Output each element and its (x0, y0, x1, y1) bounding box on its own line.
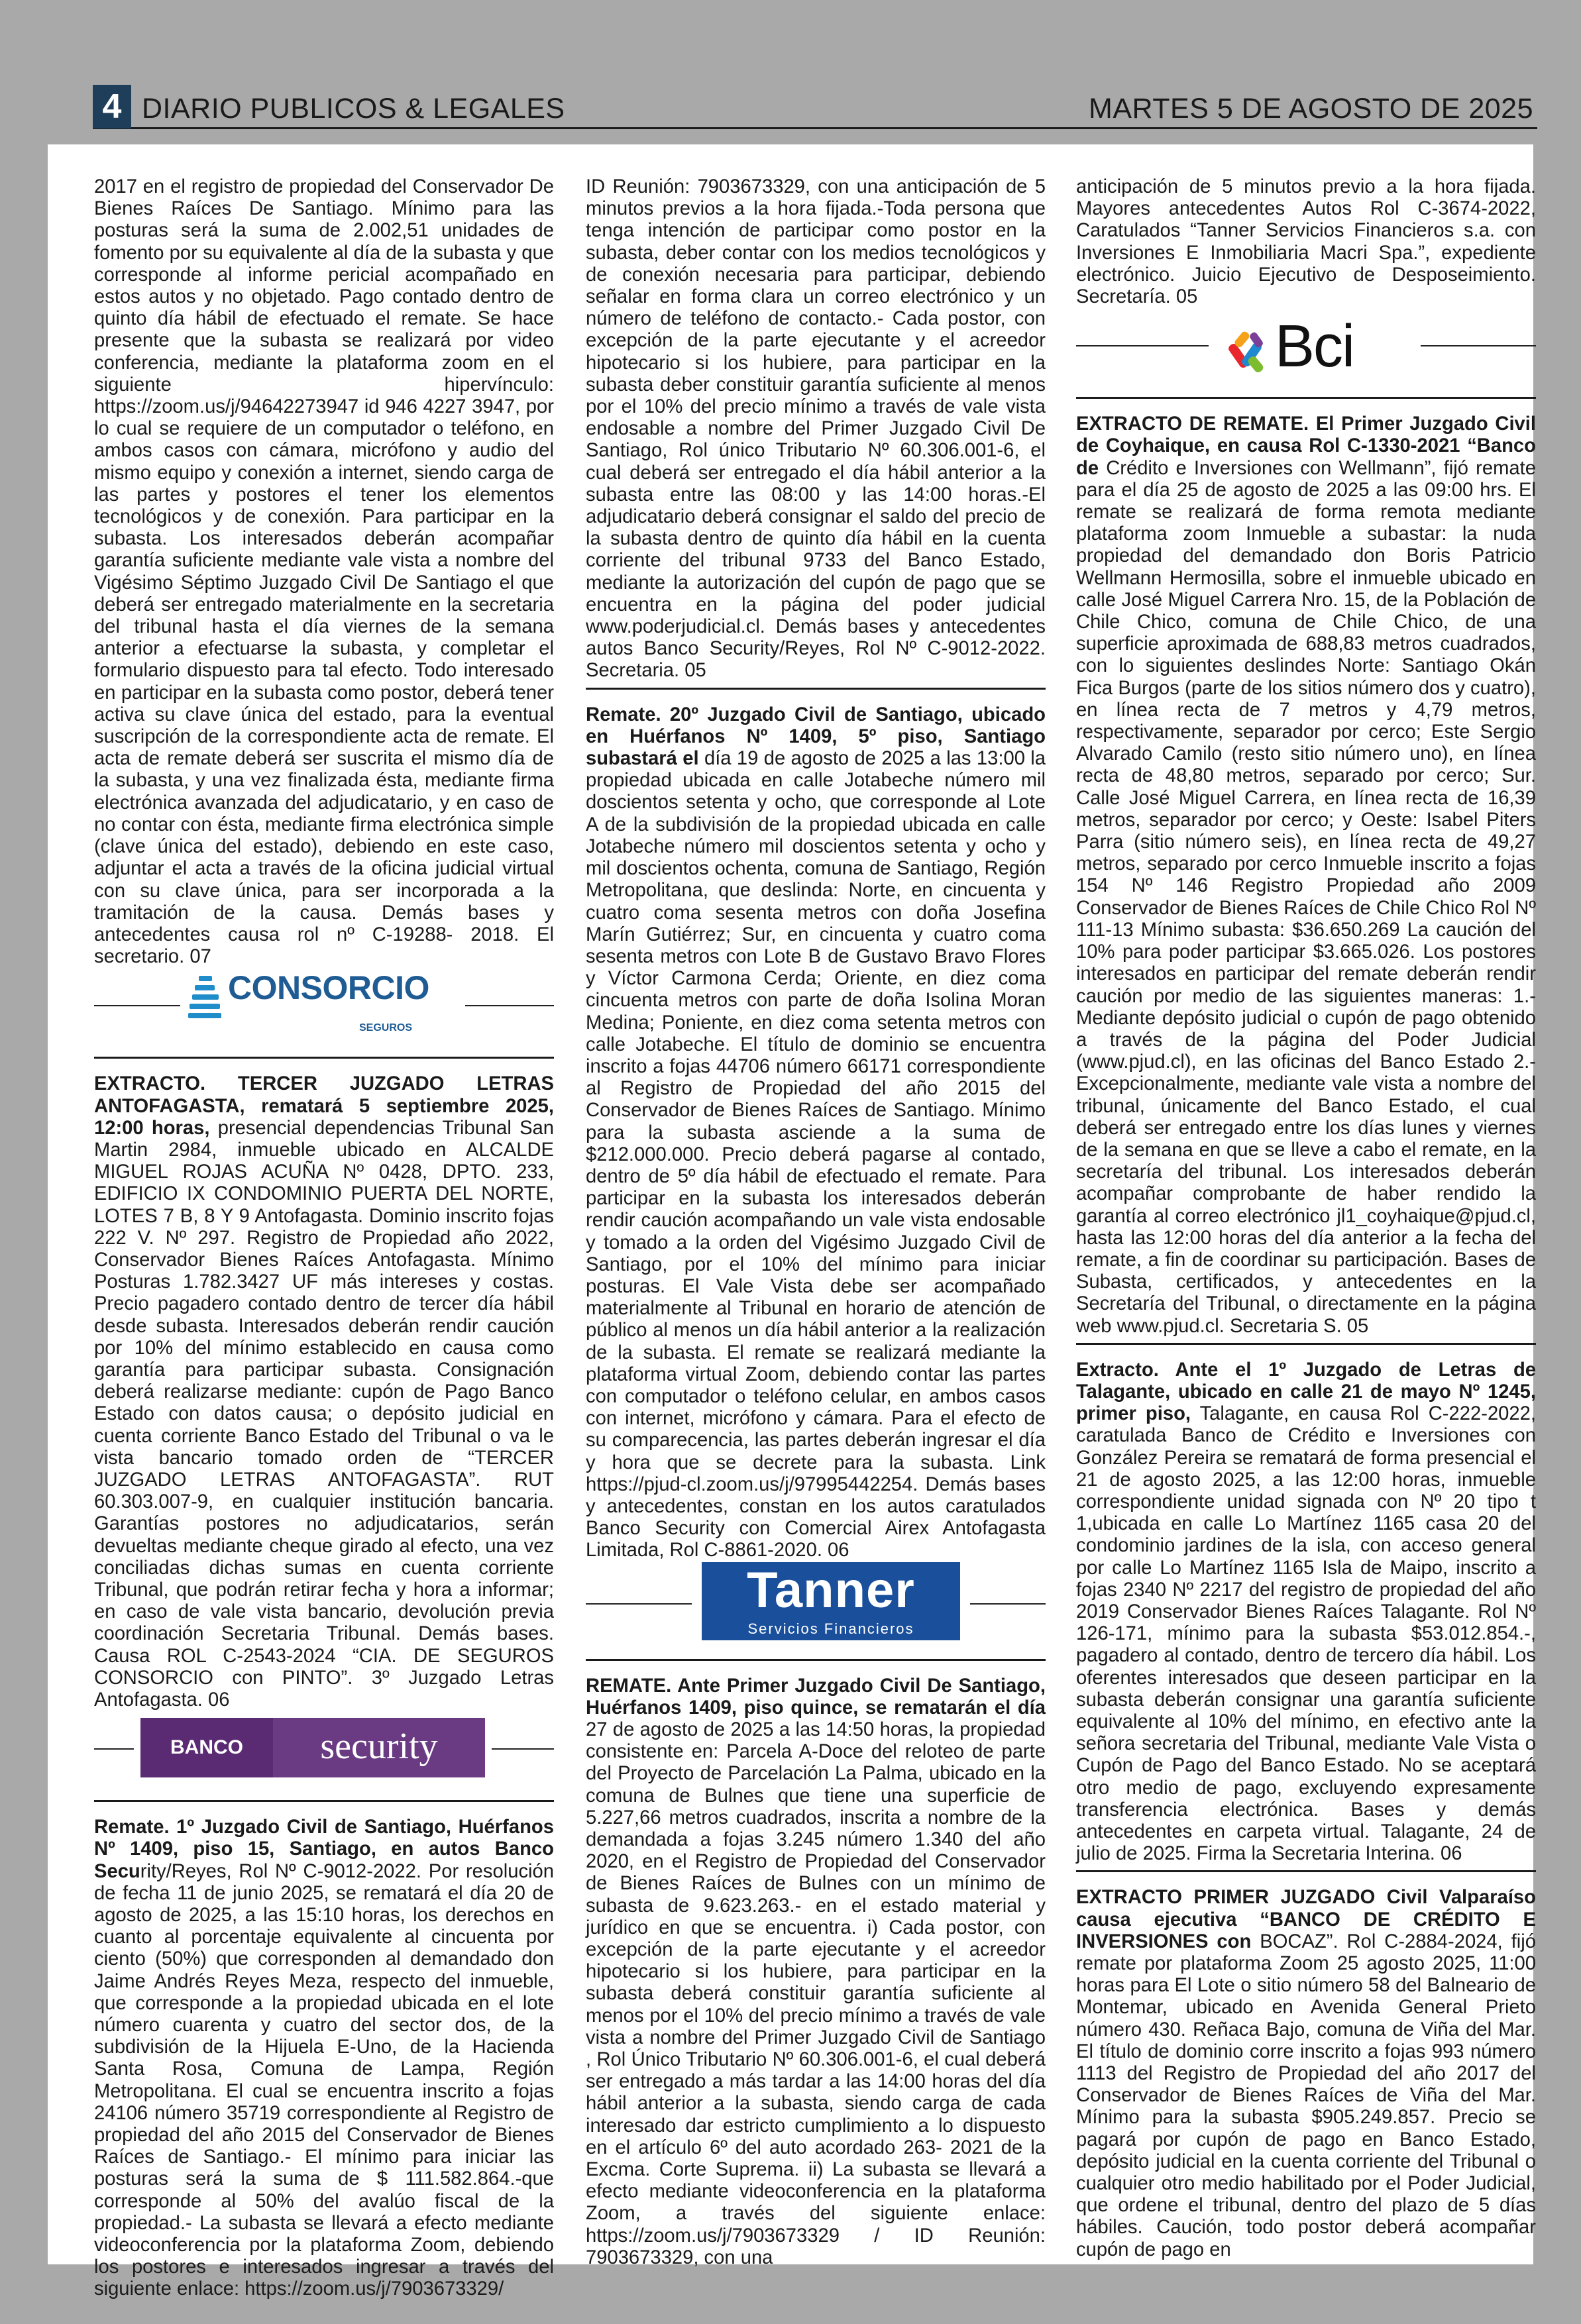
column-1 (94, 176, 554, 2300)
page-number: 4 (93, 85, 131, 129)
column-2 (586, 176, 1046, 2268)
consorcio-logo (188, 969, 453, 1035)
notice-body: Crédito e Inversiones con Wellmann”, fijó remate para el día 25 de agosto de 2025 a las 09:00 hrs. El remate se realizará de forma remota mediante plataforma zoom Inmueble a subastar: la nuda propiedad del demandado don Boris Patricio Wellmann Hermosilla, sobre el inmueble ubicado en calle José Miguel Carrera Nro. 15, de la Población de Chile Chico, comuna de Chile Chico, de una superficie aproximada de 688,83 metros cuadrados, con lo siguientes deslindes Norte: Santiago Okán Fica Burgos (parte de los sitios número dos y cuatro), en línea recta de 7 metros y 4,79 metros, respectivamente, separador por cerco; Este Sergio Alvarado Camilo (resto sitio número uno), en línea recta de 48,80 metros, separado por cerco; Sur. Calle José Miguel Carrera, en línea recta de 16,39 metros, separador por cerco; y Oeste: Isabel Piters Parra (sitio número seis), en línea recta de 49,27 metros, separado por cerco Inmueble inscrito a fojas 154 Nº 146 Registro Propiedad año 2009 Conservador de Bienes Raíces de Chile Chico Rol Nº 111-13 Mínimo subasta: $36.650.269 La caución del 10% para poder participar $3.665.026. Los postores interesados en participar del remate deberán rendir caución por medio de las siguientes maneras: 1.- Mediante depósito judicial o cupón de pago obtenido a través de la página del Poder Judicial (www.pjud.cl), en las oficinas del Banco Estado 2.- Excepcionalmente, mediante vale vista a nombre del tribunal, únicamente del Banco Estado, el cual deberá ser entregado entre los días lunes y viernes de la semana en que se lleve a cabo el remate, en la secretaría del tribunal. Los interesados deberán acompañar comprobante de haber rendido la garantía al correo electrónico jl1_coyhaique@pjud.cl, hasta las 12:00 horas del día anterior a la fecha del remate, a fin de coordinar su participación. Bases de Subasta, certificados, y antecedentes en la Secretaría del Tribunal, o directamente en la página web www.pjud.cl. Secretaria S. 05 (1076, 457, 1536, 1337)
rule (94, 1800, 554, 1802)
notice-body: rity/Reyes, Rol Nº C-9012-2022. Por resolución de fecha 11 de junio 2025, se rematará el día 20 de agosto de 2025, a las 15:10 horas, los derechos en cuanto al porcentaje equivalente al cincuenta por ciento (50%) que corresponden al demandado don Jaime Andrés Reyes Meza, respecto del inmueble, que corresponde a la propiedad ubicada en el lote número cuarenta y cuatro del sector dos, de la subdivisión de la Hijuela E-Uno, de la Hacienda Santa Rosa, Comuna de Lampa, Región Metropolitana. El cual se encuentra inscrito a fojas 24106 número 35719 correspondiente al Registro de propiedad del año 2015 del Conservador de Bienes Raíces de Santiago.- El mínimo para iniciar las posturas será la suma de $ 111.582.864.-que corresponde al 50% del avalúo fiscal de la propiedad.- La subasta se llevará a efecto mediante videoconferencia por la plataforma Zoom, debiendo los postores e interesados ingresar a través del siguiente enlace: https://zoom.us/j/7903673329/ (94, 1860, 554, 2300)
column-3 (1076, 176, 1536, 2260)
notice-body: Talagante, en causa Rol C-222-2022, caratulada Banco de Crédito e Inversiones con González Pereira se rematará de forma presencial el 21 de agosto 2025, a las 12:00 horas, inmueble correspondiente unidad signada con Nº 20 tipo t 1,ubicada en calle Lo Martínez 1165 casa 20 del condominio jardines de la isla, con acceso general por calle Lo Martínez 1165 Isla de Maipo, inscrito a fojas 2340 Nº 2217 del registro de propiedad del año 2019 Conservador Bienes Raíces Talagante. Rol Nº 126-171, mínimo para la subasta $53.012.854.-, pagadero al contado, dentro de tercero día hábil. Los oferentes interesados que deseen participar en la subasta deberán consignar una garantía suficiente equivalente al 10% del mínimo, en efectivo ante la señora secretaria del Tribunal, mediante Vale Vista o Cupón de Pago del Banco Estado. No se aceptará otro medio de pago, excluyendo expresamente transferencia electrónica. Bases y demás antecedentes en carpeta virtual. Talagante, 24 de julio de 2025. Firma la Secretaria Interina. 06 (1076, 1403, 1536, 1865)
consorcio-mark-icon (188, 976, 221, 1024)
notice-valparaiso (1076, 1887, 1536, 2260)
page-header (93, 81, 1537, 129)
rule (1076, 1343, 1536, 1345)
notice-heading: Extracto. Ante el 1º Juzgado de Letras de Talagante, ubicado en calle 21 de mayo Nº 1245, primer piso, (1076, 1359, 1536, 1425)
consorcio-logo-subtext: SEGUROS (359, 1022, 413, 1034)
tanner-logo-row (586, 1562, 1046, 1644)
tanner-logo-text: Tanner (747, 1561, 915, 1618)
notice-bulnes (586, 1675, 1046, 2269)
notice-coyhaique (1076, 413, 1536, 1338)
notice-heading: Remate. 20º Juzgado Civil de Santiago, ubicado en Huérfanos Nº 1409, 5º piso, Santiago subastará el (586, 704, 1046, 770)
notice-heading: EXTRACTO PRIMER JUZGADO Civil Valparaíso causa ejecutiva “BANCO DE CRÉDITO E INVERSIONES con (1076, 1887, 1536, 1952)
rule (1076, 397, 1536, 399)
consorcio-logo-text: CONSORCIO (228, 969, 429, 1007)
security-logo-right: security (273, 1718, 485, 1777)
banco-security-logo (140, 1718, 485, 1777)
divider-line (94, 1005, 180, 1006)
notice-continuation: anticipación de 5 minutos previo a la hora fijada. Mayores antecedentes Autos Rol C-3674-2022, Caratulados “Tanner Servicios Financieros s.a. con Inversiones E Inmobiliaria Macri Spa.”, expediente electrónico. Juicio Ejecutivo de Desposeimiento. Secretaría. 05 (1076, 176, 1536, 308)
bci-logo-text: Bci (1275, 313, 1354, 380)
notice-body: BOCAZ”. Rol C-2884-2024, fijó remate por plataforma Zoom 25 agosto 2025, 11:00 horas para El Lote o sitio número 58 del Balneario de Montemar, ubicado en Avenida General Prieto número 430. Reñaca Bajo, comuna de Viña del Mar. El título de dominio corre inscrito a fojas 993 número 1113 del Registro de Propiedad del año 2017 del Conservador de Bienes Raíces de Viña del Mar. Mínimo para la subasta $905.249.857. Precio se pagará por cupón de pago en Banco Estado, depósito judicial en la cuenta corriente del Tribunal o cualquier otro medio habilitado por el Poder Judicial, que ordene el tribunal, dentro del plazo de 5 días hábiles. Caución, todo postor deberá acompañar cupón de pago en (1076, 1930, 1536, 2260)
divider-line (465, 1005, 554, 1006)
notice-continuation: ID Reunión: 7903673329, con una anticipación de 5 minutos previos a la hora fijada.-Toda persona que tenga intención de participar como postor en la subasta, deber contar con los medios tecnológicos y de conexión necesaria para participar, debiendo señalar en forma clara un correo electrónico y un número de teléfono de contacto.- Cada postor, con excepción de la parte ejecutante y el acreedor hipotecario si los hubiere, para participar en la subasta deber constituir garantía suficiente al menos por el 10% del precio mínimo a través de vale vista endosable a nombre del Primer Juzgado Civil De Santiago, Rol único Tributario Nº 60.306.001-6, el cual deberá ser entregado el día hábil anterior a la subasta entre las 08:00 y las 14:00 horas.-El adjudicatario deberá consignar el saldo del precio de la subasta dentro de quinto día hábil en la cuenta corriente del tribunal 9733 del Banco Estado, mediante la autorización del cupón de pago que se encuentra en la página del poder judicial www.poderjudicial.cl. Demás bases y antecedentes autos Banco Security/Reyes, Rol Nº C-9012-2022. Secretaria. 05 (586, 176, 1046, 682)
rule (586, 688, 1046, 690)
rule (1076, 1870, 1536, 1872)
security-logo-row (94, 1711, 554, 1785)
rule (586, 1659, 1046, 1661)
publication-date: MARTES 5 DE AGOSTO DE 2025 (1089, 93, 1533, 125)
bci-logo (1225, 313, 1403, 380)
newspaper-page (48, 144, 1536, 2300)
notice-heading: Remate. 1º Juzgado Civil de Santiago, Huérfanos Nº 1409, piso 15, Santiago, en autos Banco Secu (94, 1817, 554, 1882)
divider-line (94, 1748, 134, 1750)
notice-body: presencial dependencias Tribunal San Martin 2984, inmueble ubicado en ALCALDE MIGUEL ROJAS ACUÑA Nº 0428, DPTO. 233, EDIFICIO IX CONDOMINIO PUERTA DEL NORTE, LOTES 7 B, 8 Y 9 Antofagasta. Dominio inscrito fojas 222 V. Nº 297. Registro de Propiedad año 2022, Conservador Bienes Raíces Antofagasta. Mínimo Posturas 1.782.3427 UF más intereses y costas. Precio pagadero contado dentro de tercer día hábil desde subasta. Interesados deberán rendir caución por 10% del mínimo establecido en causa como garantía para participar subasta. Consignación deberá realizarse mediante: cupón de Pago Banco Estado con datos causa; o depósito judicial en cuenta corriente Banco Estado del Tribunal o va le vista bancario tomado orden de “TERCER JUZGADO LETRAS ANTOFAGASTA”. RUT 60.303.007-9, en cualquier institución bancaria. Garantías postores no adjudicatarios, serán devueltas mediante cheque girado al efecto, una vez conciliadas dichas sumas en cuenta corriente Tribunal, que podrán retirar fecha y hora a informar; en caso de vale vista bancario, devolución previa coordinación Secretaria Tribunal. Demás bases. Causa ROL C-2543-2024 “CIA. DE SEGUROS CONSORCIO con PINTO”. 3º Juzgado Letras Antofagasta. 06 (94, 1117, 554, 1711)
notice-antofagasta (94, 1073, 554, 1711)
rule (94, 1057, 554, 1059)
notice-talagante (1076, 1359, 1536, 1866)
tanner-logo (702, 1562, 960, 1640)
divider-line (970, 1603, 1046, 1605)
notice-continuation: 2017 en el registro de propiedad del Conservador De Bienes Raíces De Santiago. Mínimo para las posturas será la suma de 2.002,51 unidades de fomento por su equivalente al día de la subasta y que corresponde al informe pericial acompañado en estos autos y no objetado. Pago contado dentro de quinto día hábil de efectuado el remate. Se hace presente que la subasta se realizará por video conferencia, mediante la plataforma zoom en el siguiente hipervínculo: https://zoom.us/j/94642273947 id 946 4227 3947, por lo cual se requiere de un computador o teléfono, en ambos casos con cámara, micrófono y audio del mismo equipo y conexión a internet, siendo carga de las partes y postores el tener los elementos tecnológicos y de conexión. Para participar en la subasta. Los interesados deberán acompañar garantía suficiente mediante vale vista a nombre del Vigésimo Séptimo Juzgado Civil De Santiago el que deberá ser entregado materialmente en la secretaria del tribunal hasta el día viernes de la semana anterior a efectuarse la subasta, y completar el formulario dispuesto para tal efecto. Todo interesado en participar en la subasta como postor, deberá tener activa su clave única del estado, para la eventual suscripción de la correspondiente acta de remate. El acta de remate deberá ser suscrita el mismo día de la subasta, y una vez finalizada ésta, mediante firma electrónica avanzada del adjudicatario, y en caso de no contar con ésta, mediante firma electrónica simple (clave única del estado), debiendo en este caso, adjuntar el acta a través de la oficina judicial virtual con su clave única, para ser incorporada a la tramitación de la causa. Demás bases y antecedentes causa rol nº C-19288- 2018. El secretario. 07 (94, 176, 554, 968)
notice-security-reyes (94, 1817, 554, 2300)
divider-line (1076, 345, 1209, 346)
bci-logo-row (1076, 308, 1536, 382)
divider-line (1421, 345, 1536, 346)
notice-jotabeche (586, 704, 1046, 1562)
tanner-logo-subtext: Servicios Financieros (747, 1620, 914, 1637)
notice-body: día 19 de agosto de 2025 a las 13:00 la propiedad ubicada en calle Jotabeche número mil doscientos setenta y ocho, que corresponde al Lote A de la subdivisión de la propiedad ubicada en calle Jotabeche número mil doscientos setenta y ocho y mil doscientos ochenta, comuna de Santiago, Región Metropolitana, que deslinda: Norte, en cincuenta y cuatro coma sesenta metros con doña Josefina Marín Gutiérrez; Sur, en cincuenta y cuatro coma sesenta metros con Lote B de Gustavo Bravo Flores y Víctor Carmona Cerda; Oriente, en diez coma cincuenta metros con parte de doña Isolina Moran Medina; Poniente, en diez coma setenta metros con calle Jotabeche. El título de dominio se encuentra inscrito a fojas 44706 número 66171 correspondiente al Registro de Propiedad del año 2015 del Conservador de Bienes Raíces de Santiago. Mínimo para la subasta asciende a la suma de $212.000.000. Precio deberá pagarse al contado, dentro de 5º día hábil de efectuado el remate. Para participar en la subasta los interesados deberán rendir caución acompañando un vale vista endosable y tomado a la orden del Vigésimo Juzgado Civil de Santiago, por el 10% del mínimo para iniciar posturas. El Vale Vista debe ser acompañado materialmente al Tribunal en horario de atención de público al menos un día hábil anterior a la realización de la subasta. El remate se realizará mediante la plataforma virtual Zoom, debiendo contar las partes con computador o teléfono celular, en ambos casos con internet, micrófono y cámara. Para el efecto de su comparecencia, las partes deberán ingresar el día y hora que se decrete para la subasta. Link https://pjud-cl.zoom.us/j/97995442254. Demás bases y antecedentes, constan en los autos caratulados Banco Security con Comercial Airex Antofagasta Limitada, Rol C-8861-2020. 06 (586, 748, 1046, 1561)
notice-heading: REMATE. Ante Primer Juzgado Civil De Santiago, Huérfanos 1409, piso quince, se rematarán el día (586, 1675, 1046, 1718)
notice-body: 27 de agosto de 2025 a las 14:50 horas, la propiedad consistente en: Parcela A-Doce del reloteo de parte del Proyecto de Parcelación La Palma, ubicado en la comuna de Bulnes que tiene una superficie de 5.227,66 metros cuadrados, inscrita a nombre de la demandada a fojas 3.245 número 1.340 del año 2020, en el Registro de Propiedad del Conservador de Bienes Raíces de Bulnes con un mínimo de subasta de 9.623.263.- en el estado material y jurídico en que se encuentra. i) Cada postor, con excepción de la parte ejecutante y el acreedor hipotecario si los hubiere, para participar en la subasta deberá constituir garantía suficiente al menos por el 10% del precio mínimo a través de vale vista a nombre del Primer Juzgado Civil de Santiago , Rol Único Tributario Nº 60.306.001-6, el cual deberá ser entregado a más tardar a las 14:00 horas del día hábil anterior a la subasta, siendo carga de cada interesado dar estricto cumplimiento a lo dispuesto en el artículo 6º del auto acordado 263- 2021 de la Excma. Corte Suprema. ii) La subasta se llevará a efecto mediante videoconferencia en la plataforma Zoom, a través del siguiente enlace: https://zoom.us/j/7903673329 / ID Reunión: 7903673329, con una (586, 1719, 1046, 2268)
notice-heading: EXTRACTO. TERCER JUZGADO LETRAS ANTOFAGASTA, rematará 5 septiembre 2025, 12:00 horas, (94, 1073, 554, 1139)
security-logo-left: BANCO (170, 1736, 243, 1759)
notice-heading: EXTRACTO DE REMATE. El Primer Juzgado Civil de Coyhaique, en causa Rol C-1330-2021 “Banco de (1076, 413, 1536, 479)
bci-mark-icon (1225, 325, 1278, 378)
divider-line (492, 1748, 554, 1750)
publication-title: DIARIO PUBLICOS & LEGALES (142, 93, 565, 125)
consorcio-logo-row (94, 968, 554, 1042)
divider-line (586, 1603, 692, 1605)
